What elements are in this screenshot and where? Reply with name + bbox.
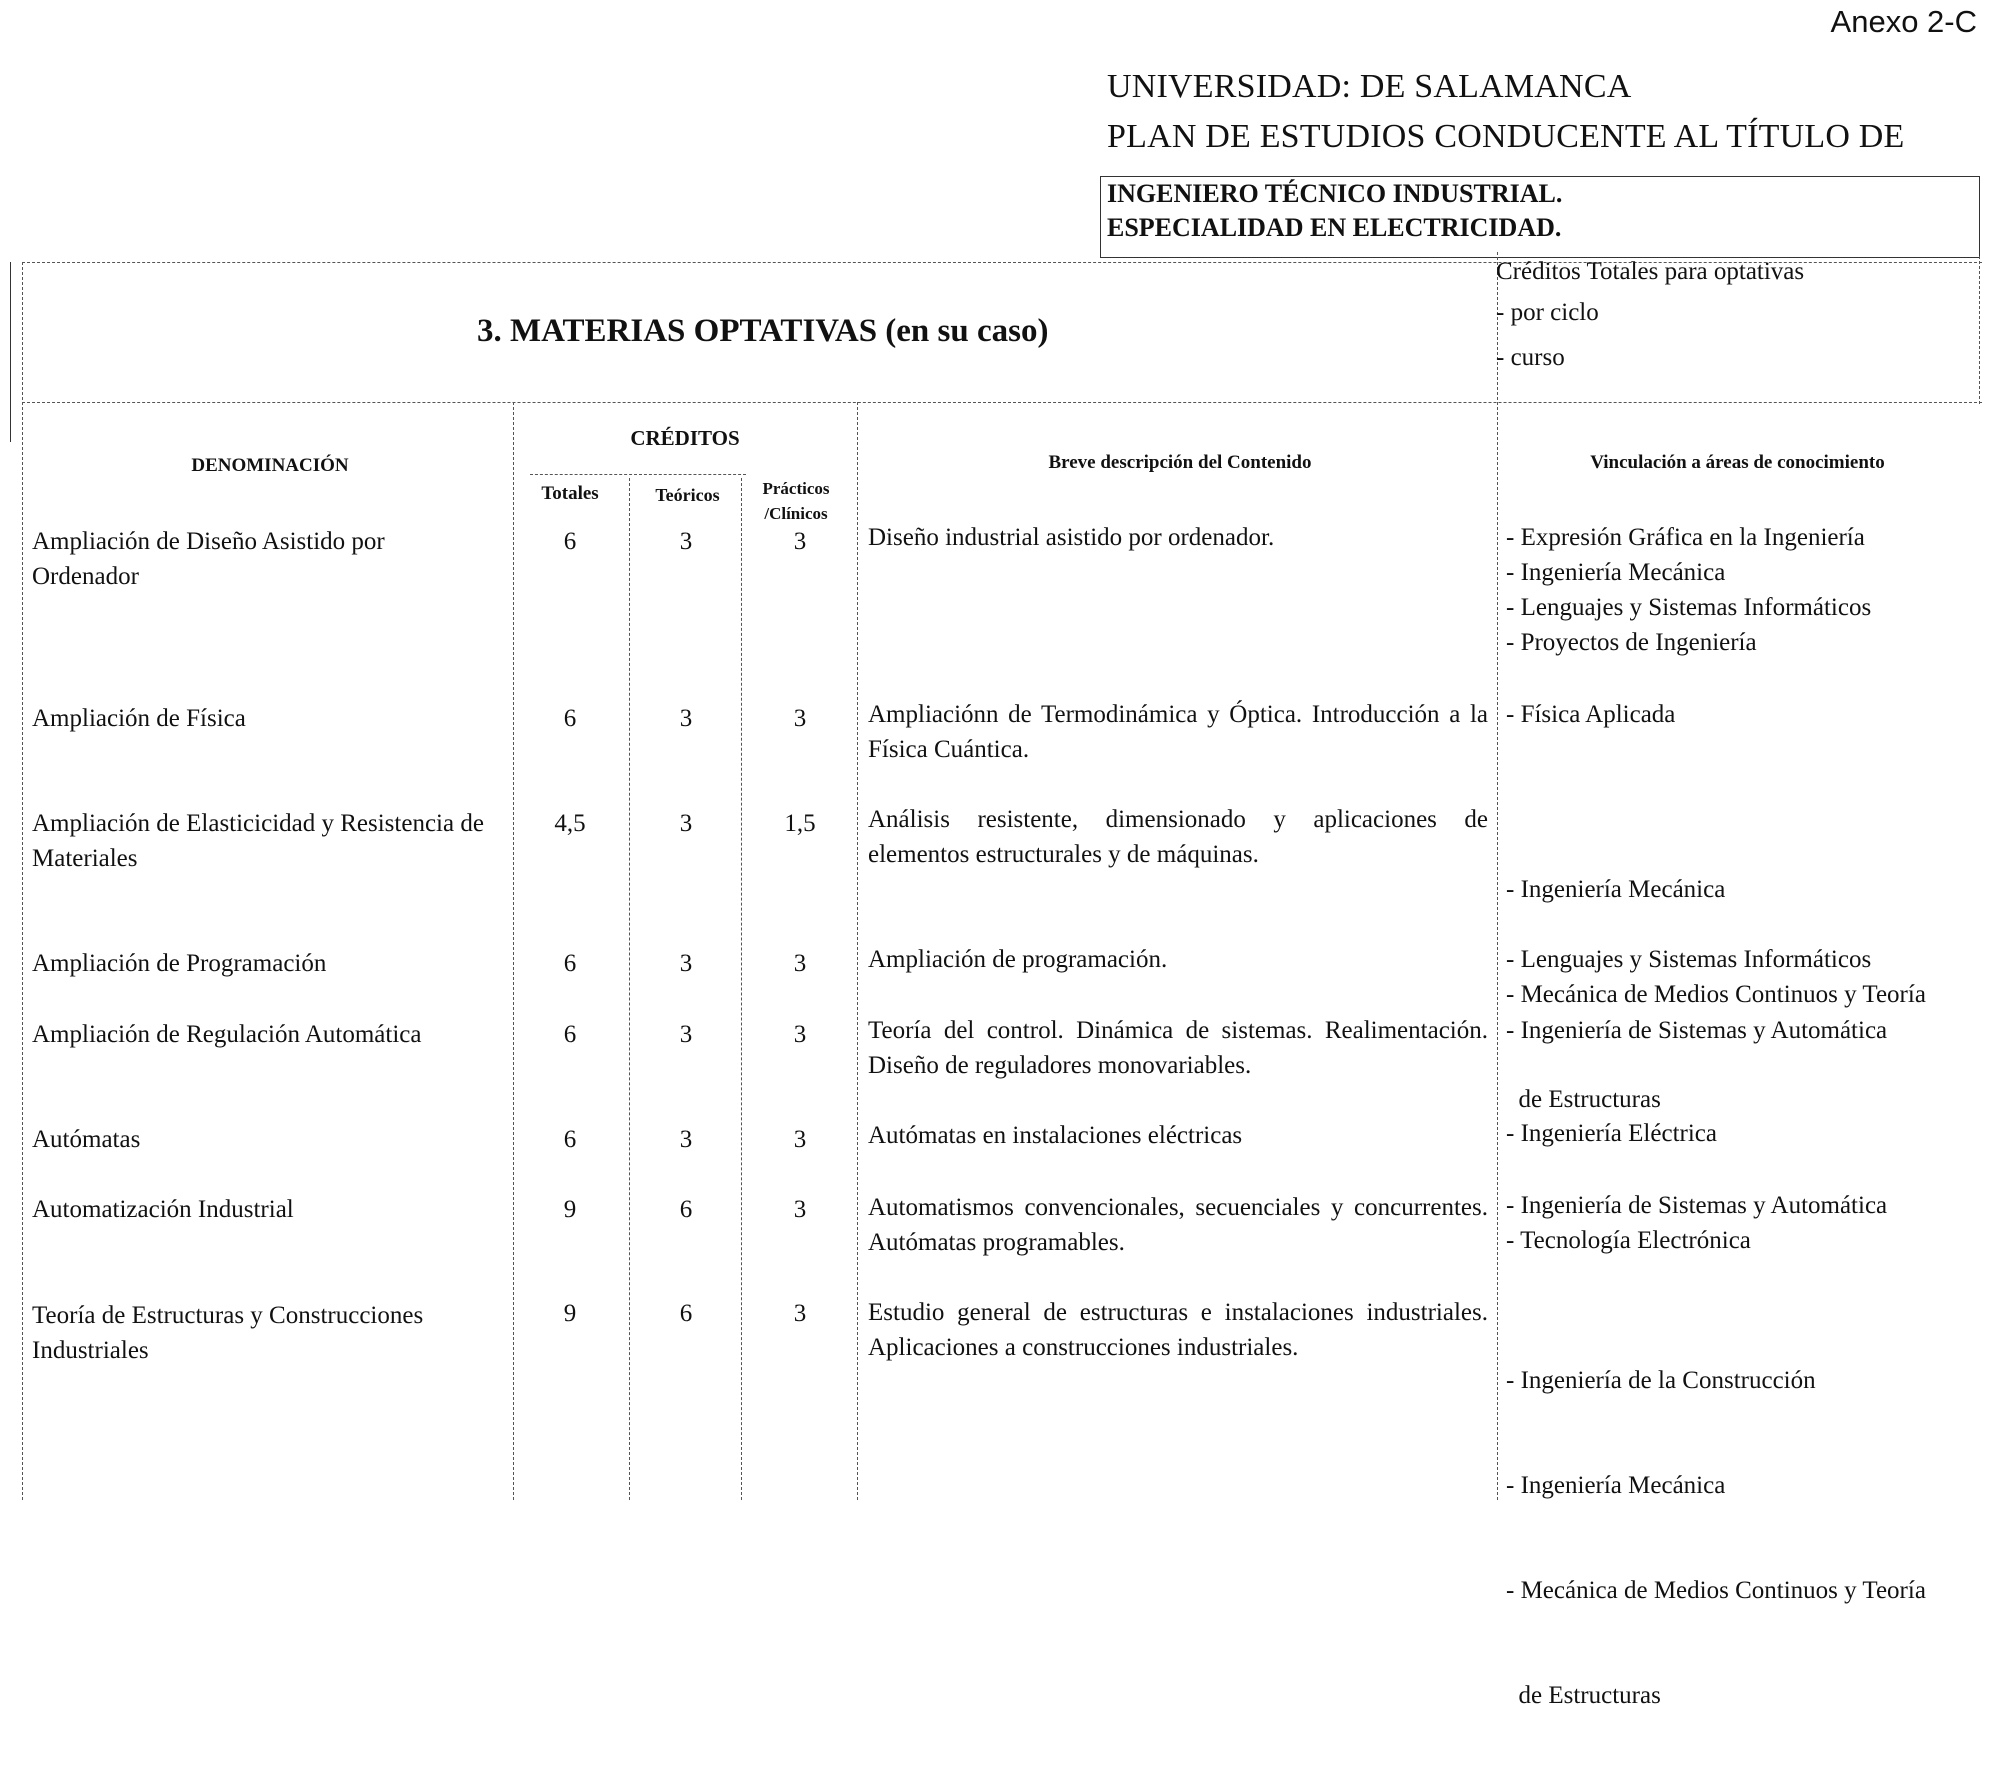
area-item: - Física Aplicada (1506, 701, 1676, 728)
area-item: - Ingeniería de Sistemas y Automática (1506, 1017, 1888, 1044)
row-description: Diseño industrial asistido por ordenador. (868, 524, 1275, 551)
optional-credits-per-course: - curso (1496, 344, 1565, 371)
row-teoricos: 3 (679, 950, 693, 977)
area-item: - Lenguajes y Sistemas Informáticos (1506, 594, 1872, 621)
row-practicos: 3 (793, 1300, 807, 1327)
row-practicos: 3 (793, 950, 807, 977)
row-teoricos: 3 (679, 528, 693, 555)
area-item: - Expresión Gráfica en la Ingeniería (1506, 524, 1865, 551)
creditos-subheader-border (530, 474, 746, 475)
university-line: UNIVERSIDAD: DE SALAMANCA (1107, 68, 1632, 105)
col-creditos: CRÉDITOS (630, 426, 740, 450)
row-teoricos: 6 (679, 1300, 693, 1327)
area-item: - Mecánica de Medios Continuos y Teoría (1506, 1577, 1926, 1604)
row-totales: 6 (563, 1126, 577, 1153)
row-areas (1506, 942, 1871, 977)
row-areas (1506, 1116, 1717, 1151)
header-row-border (22, 402, 1982, 403)
denominacion-column-border (513, 402, 514, 1500)
degree-line-2: ESPECIALIDAD EN ELECTRICIDAD. (1107, 213, 1562, 242)
row-name: Ampliación de Programación (32, 950, 327, 977)
area-item: - Ingeniería Mecánica (1506, 876, 1726, 903)
area-item: - Ingeniería de Sistemas y Automática (1506, 1192, 1888, 1219)
row-name: Teoría de Estructuras y Construcciones Industriales (32, 1302, 424, 1364)
totales-column-border (629, 478, 630, 1500)
annex-label: Anexo 2-C (1830, 4, 1977, 39)
row-description: Teoría del control. Dinámica de sistemas. Realimentación. Diseño de reguladores monovariables. (868, 1017, 1488, 1079)
row-totales: 6 (563, 950, 577, 977)
areas-column-border (1497, 252, 1498, 1500)
row-totales: 9 (563, 1196, 577, 1223)
col-practicos-line2: /Clínicos (764, 504, 828, 523)
row-areas (1506, 697, 1675, 732)
row-teoricos: 6 (679, 1196, 693, 1223)
area-item: - Tecnología Electrónica (1506, 1227, 1751, 1254)
table-left-border (22, 262, 23, 1500)
col-teoricos: Teóricos (655, 485, 720, 505)
row-totales: 6 (563, 705, 577, 732)
row-teoricos: 3 (679, 1021, 693, 1048)
row-totales: 6 (563, 1021, 577, 1048)
row-areas (1506, 1188, 1887, 1258)
left-margin-line (10, 262, 11, 442)
degree-title-box (1100, 176, 1980, 258)
area-item: - Lenguajes y Sistemas Informáticos (1506, 946, 1872, 973)
area-item: - Ingeniería de la Construcción (1506, 1367, 1816, 1394)
row-description: Estudio general de estructuras e instalaciones industriales. Aplicaciones a construcciones industriales. (868, 1299, 1488, 1361)
row-areas (1506, 1293, 1926, 1783)
section-title: 3. MATERIAS OPTATIVAS (en su caso) (477, 313, 1049, 349)
row-totales: 4,5 (554, 810, 586, 837)
area-item: - Ingeniería Mecánica (1506, 559, 1726, 586)
row-practicos: 3 (793, 528, 807, 555)
col-practicos-line1: Prácticos (762, 479, 830, 498)
row-totales: 9 (563, 1300, 577, 1327)
area-item: - Ingeniería Eléctrica (1506, 1120, 1717, 1147)
row-description: Análisis resistente, dimensionado y aplicaciones de elementos estructurales y de máquinas. (868, 806, 1488, 868)
area-item: de Estructuras (1506, 1086, 1661, 1113)
col-vinculacion: Vinculación a áreas de conocimiento (1590, 452, 1885, 473)
area-item: de Estructuras (1506, 1682, 1661, 1709)
row-description: Automatismos convencionales, secuenciales y concurrentes. Autómatas programables. (868, 1194, 1488, 1256)
row-practicos: 3 (793, 1021, 807, 1048)
row-description: Ampliaciónn de Termodinámica y Óptica. Introducción a la Física Cuántica. (868, 701, 1488, 763)
row-name: Ampliación de Física (32, 705, 246, 732)
row-name: Ampliación de Diseño Asistido por Ordenador (32, 528, 385, 590)
row-teoricos: 3 (679, 1126, 693, 1153)
area-item: - Mecánica de Medios Continuos y Teoría (1506, 981, 1926, 1008)
table-right-border (1979, 256, 1980, 404)
row-name: Automatización Industrial (32, 1196, 294, 1223)
row-teoricos: 3 (679, 705, 693, 732)
col-denominacion: DENOMINACIÓN (191, 455, 349, 476)
optional-credits-title: Créditos Totales para optativas (1496, 258, 1805, 285)
row-practicos: 3 (793, 1126, 807, 1153)
col-descripcion: Breve descripción del Contenido (1048, 452, 1312, 473)
optional-credits-per-cycle: - por ciclo (1496, 299, 1599, 326)
row-teoricos: 3 (679, 810, 693, 837)
row-practicos: 1,5 (784, 810, 816, 837)
col-totales: Totales (541, 483, 599, 504)
area-item: - Proyectos de Ingeniería (1506, 629, 1757, 656)
row-practicos: 3 (793, 1196, 807, 1223)
degree-line-1: INGENIERO TÉCNICO INDUSTRIAL. (1107, 179, 1563, 208)
row-name: Ampliación de Elasticicidad y Resistencia de Materiales (32, 810, 484, 872)
row-areas (1506, 520, 1871, 660)
row-description: Ampliación de programación. (868, 946, 1168, 973)
row-name: Ampliación de Regulación Automática (32, 1021, 422, 1048)
area-item: - Ingeniería Mecánica (1506, 1472, 1726, 1499)
plan-line: PLAN DE ESTUDIOS CONDUCENTE AL TÍTULO DE (1107, 118, 1905, 155)
row-name: Autómatas (32, 1126, 141, 1153)
row-description: Autómatas en instalaciones eléctricas (868, 1122, 1243, 1149)
row-totales: 6 (563, 528, 577, 555)
row-areas (1506, 1013, 1887, 1048)
teoricos-column-border (741, 478, 742, 1500)
practicos-column-border (857, 402, 858, 1500)
row-practicos: 3 (793, 705, 807, 732)
